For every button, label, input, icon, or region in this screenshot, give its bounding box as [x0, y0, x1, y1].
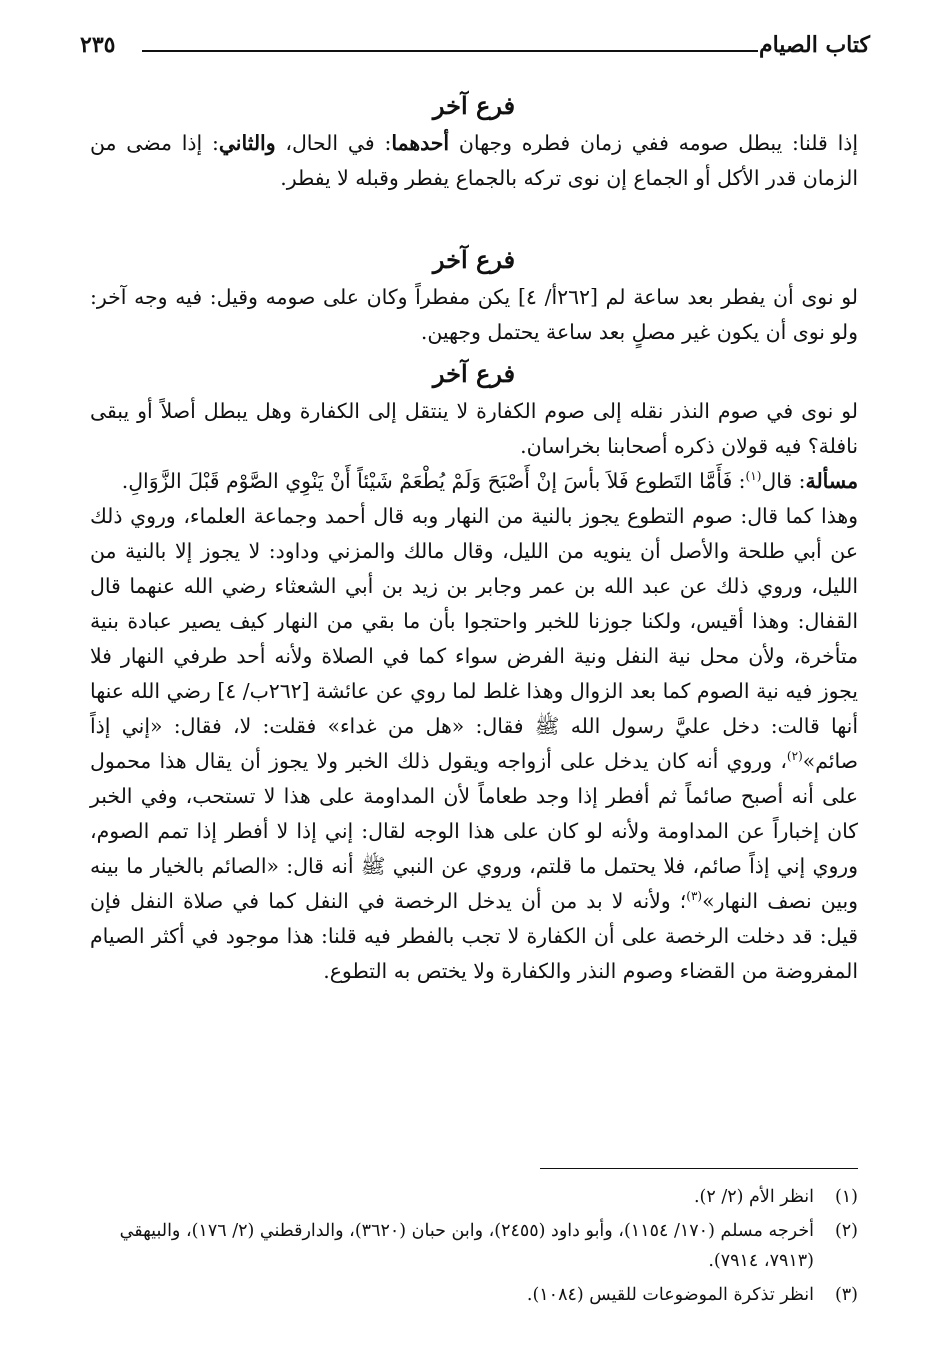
footnotes: [90, 1182, 858, 1314]
footnote-text: أخرجه مسلم (١٧٠/ ١١٥٤)، وأبو داود (٢٤٥٥)، وابن حبان (٣٦٢٠)، والدارقطني (٢/ ١٧٦)، والبيهقي (٧٩١٣، ٧٩١٤).: [119, 1221, 814, 1271]
section-paragraph: لو نوى أن يفطر بعد ساعة لم [٢٦٢أ/ ٤] يكن مفطراً وكان على صومه وقيل: فيه وجه آخر: ولو نوى أن يكون غير مصلٍ بعد ساعة يحتمل وجهين.: [90, 285, 858, 344]
footnote-ref: (٣): [686, 889, 703, 904]
section-heading: فرع آخر: [432, 91, 516, 120]
masala-label: مسألة: [805, 469, 858, 493]
footnote-number: (٣): [834, 1285, 858, 1305]
section-heading: فرع آخر: [432, 245, 516, 274]
section-paragraph: لو نوى في صوم النذر نقله إلى صوم الكفارة لا ينتقل إلى الكفارة وهل يبطل أصلاً أو يبقى نافلة؟ فيه قولان ذكره أصحابنا بخراسان.: [90, 399, 858, 458]
footnote-text: انظر الأم (٢/ ٢).: [693, 1187, 814, 1207]
section-paragraph: إذا قلنا: يبطل صومه ففي زمان فطره وجهان أحدهما: في الحال، والثاني: إذا مضى من الزمان قدر الأكل أو الجماع إن نوى تركه بالجماع يفطر وقبله لا يفطر.: [90, 131, 858, 190]
footnote: [90, 1182, 858, 1212]
footnote-ref: (١): [745, 469, 762, 484]
term-bold: والثاني: [218, 131, 276, 155]
book-title: كتاب الصيام: [758, 32, 870, 58]
header-rule: [142, 50, 758, 52]
page-body: [90, 86, 858, 989]
term-bold: أحدهما: [391, 131, 450, 155]
footnote: [90, 1280, 858, 1310]
footnote-ref: (٢): [786, 749, 803, 764]
running-head: [80, 32, 870, 68]
footnote-number: (٢): [834, 1221, 858, 1241]
masala-paragraph: مسألة: قال$^{(١)}$: فَأَمَّا التَطوع فَلاَ بأسَ إنْ أَصْبَحَ وَلَمْ يُطْعَمْ شَيْئاً أَنْ يَنْوِي الصَّوْم قَبْلَ الزَّوَالِ.: [121, 469, 858, 493]
footnote: [90, 1216, 858, 1276]
footnote-text: انظر تذكرة الموضوعات للقيس (١٠٨٤).: [526, 1285, 814, 1305]
section-heading: فرع آخر: [432, 359, 516, 388]
footnote-rule: [540, 1168, 858, 1169]
footnote-number: (١): [834, 1187, 858, 1207]
page-number: ٢٣٥: [80, 32, 116, 58]
main-paragraph: وهذا كما قال: صوم التطوع يجوز بالنية من النهار وبه قال أحمد وجماعة العلماء، وروي ذلك عن أبي طلحة والأصل أن ينويه من الليل، وقال مالك والمزني وداود: لا يجوز إلا بالنية من الليل، وروي ذلك عن عبد الله بن عمر وجابر بن زيد بن أبي الشعثاء رضي الله عنهما قال القفال: وهذا أقيس، ولكنا جوزنا للخبر واحتجوا بأن ما بقي من النهار كيف يصير عبادة بنية متأخرة، ولأن محل نية النفل ونية الفرض سواء كما في الصلاة ولأنه أحد طرفي النهار فلا يجوز فيه نية الصوم كما بعد الزوال وهذا غلط لما روي عن عائشة [٢٦٢ب/ ٤] رضي الله عنها أنها قالت: دخل عليَّ رسول الله ﷺ فقال: «هل من غداء» فقلت: لا، فقال: «إني إذاً صائم»$^{(٢)}$، وروي أنه كان يدخل على أزواجه ويقول ذلك الخبر ولا يجوز أن يقال هذا محمول على أنه أصبح صائماً ثم أفطر إذا وجد طعاماً لأن المداومة على هذا لا تستحب، وفي الخبر كان إخباراً عن المداومة ولأنه لو كان على هذا الوجه لقال: إني إذا لا أفطر إذا تمم الصوم، وروي إني إذاً صائم، فلا يحتمل ما قلتم، وروي عن النبي ﷺ أنه قال: «الصائم بالخيار ما بينه وبين نصف النهار»$^{(٣)}$؛ ولأنه لا بد من أن يدخل الرخصة في النفل كما في صلاة النفل فإن قيل: قد دخلت الرخصة على أن الكفارة لا تجب بالفطر فيه قلنا: هذا موجود في أكثر الصيام المفروضة من القضاء وصوم النذر والكفارة ولا يختص به التطوع.: [90, 504, 859, 983]
